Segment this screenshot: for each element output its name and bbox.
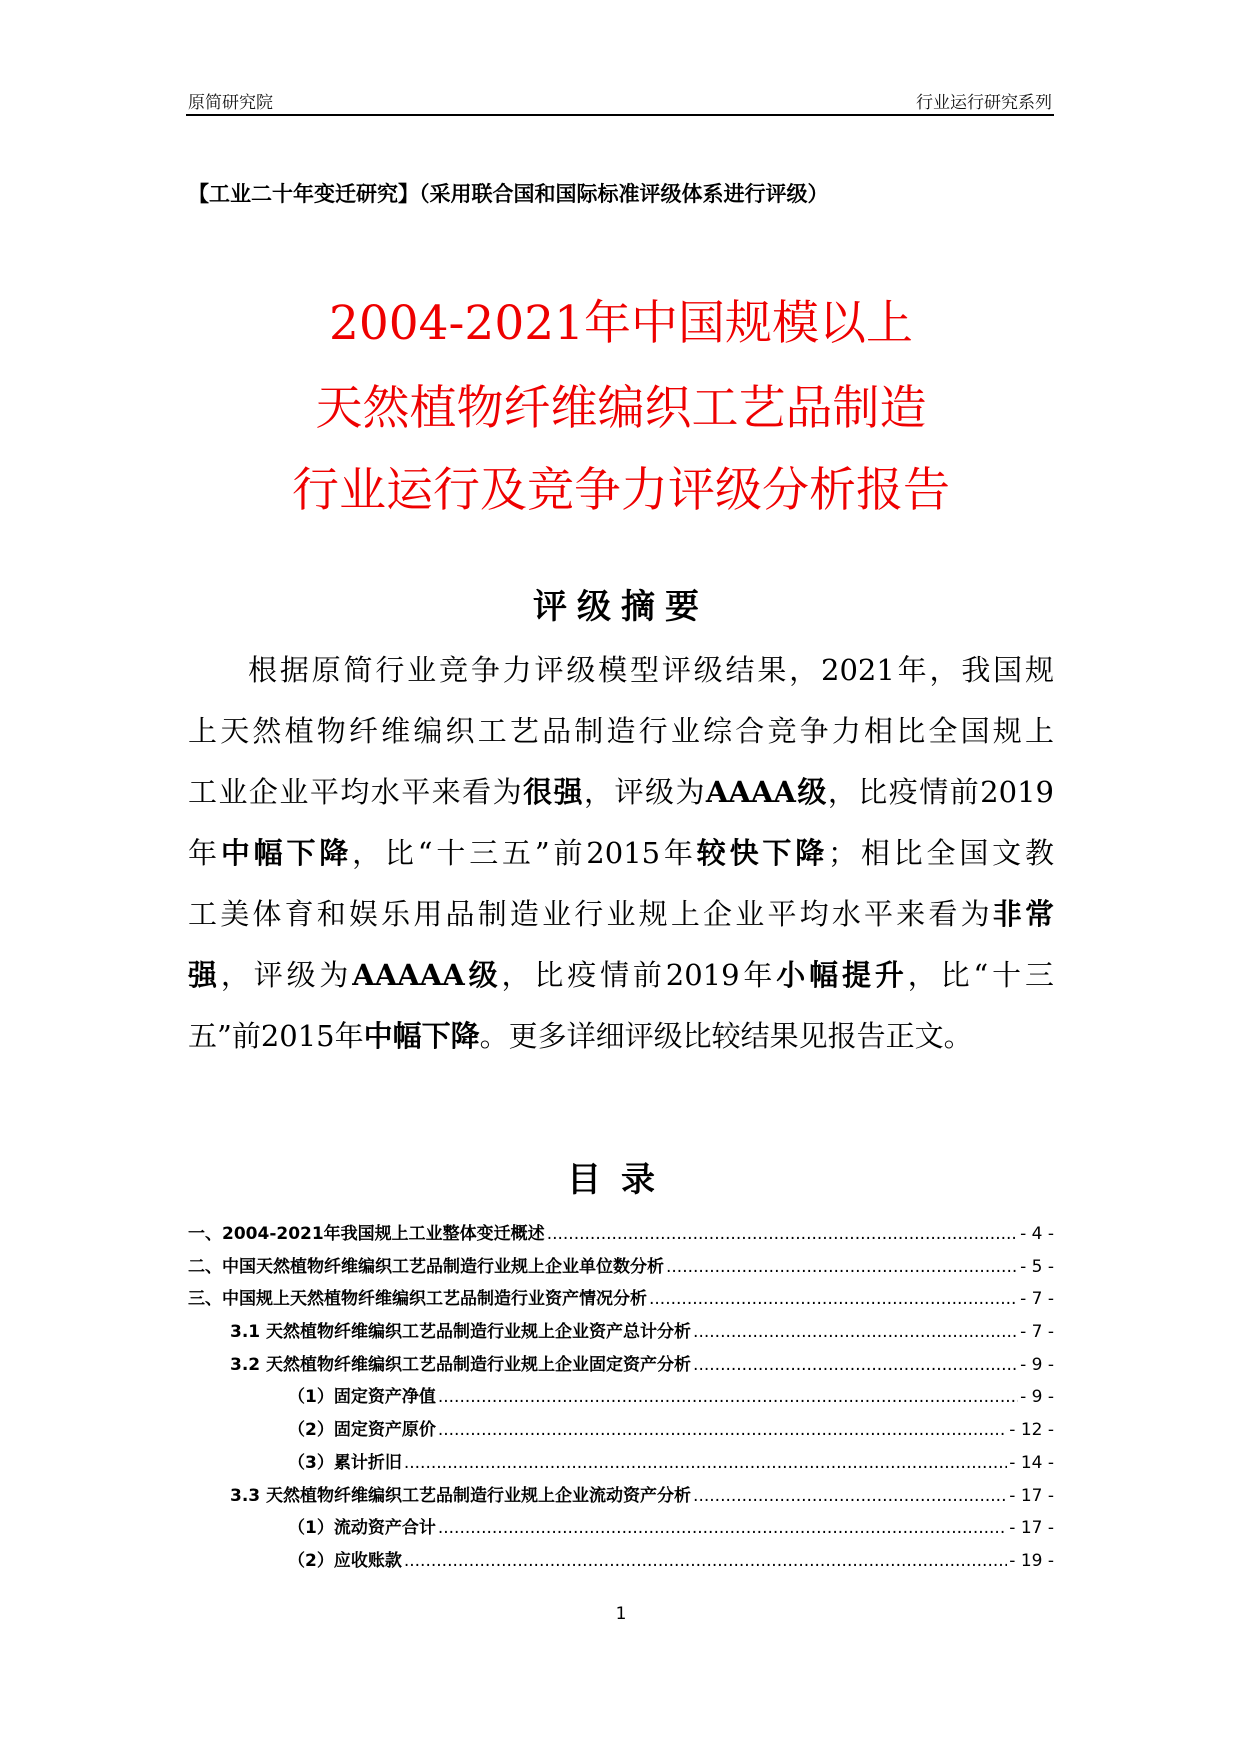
abstract-line (188, 762, 1054, 823)
abstract-line (188, 1006, 1054, 1067)
abstract-emphasis: 较快下降 (696, 836, 829, 870)
abstract-text: ，评级为 (220, 958, 353, 992)
abstract-emphasis: 强 (188, 958, 221, 992)
toc-entry-page: - 4 - (1020, 1224, 1054, 1244)
abstract-emphasis: 中幅下降 (363, 1019, 480, 1053)
toc-leader-dots (404, 1551, 1007, 1571)
toc-entry[interactable] (188, 1252, 1054, 1285)
abstract-line (188, 701, 1054, 762)
abstract-text: ；相比全国文教 (828, 836, 1054, 870)
report-title-line-2: 天然植物纤维编织工艺品制造 (315, 381, 927, 436)
abstract-emphasis: 非常 (992, 897, 1054, 931)
toc-entry-page: - 12 - (1009, 1420, 1054, 1441)
abstract-text: ，评级为 (584, 775, 706, 809)
toc-entry-page: - 9 - (1020, 1387, 1054, 1408)
toc-entry-page: - 17 - (1009, 1518, 1054, 1539)
toc-entry-page: - 9 - (1020, 1354, 1054, 1375)
abstract-line (188, 640, 1054, 701)
abstract-text: ，比“十三 (907, 958, 1054, 992)
toc-entry-label: 三、中国规上天然植物纤维编织工艺品制造行业资产情况分析 (188, 1289, 647, 1310)
abstract-emphasis: 很强 (523, 775, 585, 809)
toc-entry-page: - 7 - (1020, 1322, 1054, 1343)
toc-leader-dots (438, 1387, 1018, 1407)
report-title-line-1: 2004-2021年中国规模以上 (328, 296, 914, 351)
abstract-text: 五”前2015年 (188, 1019, 364, 1053)
toc-entry-page: - 17 - (1009, 1485, 1054, 1506)
toc-entry[interactable] (188, 1481, 1054, 1514)
toc-entry[interactable] (188, 1350, 1054, 1383)
abstract-emphasis: 小幅提升 (776, 958, 908, 992)
toc-entry-page: - 7 - (1020, 1289, 1054, 1310)
toc-entry-label: 一、2004-2021年我国规上工业整体变迁概述 (188, 1224, 545, 1244)
toc-entry-label: 二、中国天然植物纤维编织工艺品制造行业规上企业单位数分析 (188, 1256, 664, 1277)
header-org: 原简研究院 (188, 93, 273, 113)
abstract-text: 根据原简行业竞争力评级模型评级结果，2021年，我国规 (248, 653, 1054, 687)
abstract-text: ，比疫情前2019年 (501, 958, 777, 992)
abstract-line (188, 945, 1054, 1006)
toc-entry-page: - 14 - (1009, 1452, 1054, 1473)
toc-entry-label: 3.1 天然植物纤维编织工艺品制造行业规上企业资产总计分析 (230, 1322, 692, 1343)
abstract-text: 年 (188, 836, 221, 870)
toc-entry-page: - 5 - (1020, 1256, 1054, 1277)
toc-entry[interactable] (188, 1284, 1054, 1317)
toc-entry[interactable] (188, 1317, 1054, 1350)
abstract-emphasis: AAAAA级 (352, 958, 502, 992)
toc-entry[interactable] (188, 1382, 1054, 1415)
abstract-heading: 评级摘要 (533, 587, 709, 627)
toc-entry[interactable] (188, 1415, 1054, 1448)
header-series: 行业运行研究系列 (916, 93, 1052, 113)
toc-entry[interactable] (188, 1513, 1054, 1546)
toc-entry-label: 3.2 天然植物纤维编织工艺品制造行业规上企业固定资产分析 (230, 1354, 692, 1375)
toc-leader-dots (404, 1453, 1007, 1473)
toc-entry-label: （1）固定资产净值 (288, 1387, 436, 1408)
abstract-body (188, 640, 1054, 1067)
toc-entry-label: （2）固定资产原价 (288, 1420, 436, 1441)
abstract-emphasis: AAAA级 (705, 775, 828, 809)
abstract-text: 工美体育和娱乐用品制造业行业规上企业平均水平来看为 (188, 897, 993, 931)
toc-entry[interactable] (188, 1219, 1054, 1252)
abstract-line (188, 823, 1054, 884)
table-of-contents (188, 1219, 1054, 1579)
toc-entry[interactable] (188, 1546, 1054, 1579)
toc-leader-dots (547, 1224, 1018, 1244)
abstract-emphasis: 中幅下降 (220, 836, 353, 870)
toc-entry-label: （1）流动资产合计 (288, 1518, 436, 1539)
toc-leader-dots (438, 1420, 1007, 1440)
page-number: 1 (615, 1604, 627, 1624)
toc-entry-label: 3.3 天然植物纤维编织工艺品制造行业规上企业流动资产分析 (230, 1485, 692, 1506)
abstract-text: 。更多详细评级比较结果见报告正文。 (479, 1019, 973, 1053)
toc-leader-dots (649, 1289, 1018, 1309)
abstract-text: ，比疫情前2019 (827, 775, 1054, 809)
toc-entry[interactable] (188, 1448, 1054, 1481)
toc-leader-dots (666, 1257, 1018, 1277)
toc-heading: 目录 (567, 1160, 675, 1200)
toc-leader-dots (438, 1518, 1007, 1538)
abstract-text: 上天然植物纤维编织工艺品制造行业综合竞争力相比全国规上 (188, 714, 1054, 748)
toc-leader-dots (693, 1355, 1018, 1375)
toc-entry-page: - 19 - (1009, 1550, 1054, 1571)
toc-entry-label: （2）应收账款 (288, 1550, 402, 1571)
toc-leader-dots (693, 1486, 1007, 1506)
abstract-line (188, 884, 1054, 945)
abstract-text: ，比“十三五”前2015年 (352, 836, 697, 870)
series-line: 【工业二十年变迁研究】（采用联合国和国际标准评级体系进行评级） (188, 182, 829, 206)
toc-entry-label: （3）累计折旧 (288, 1452, 402, 1473)
report-title-line-3: 行业运行及竞争力评级分析报告 (292, 463, 950, 518)
toc-leader-dots (693, 1322, 1018, 1342)
header-rule (186, 114, 1054, 116)
abstract-text: 工业企业平均水平来看为 (188, 775, 524, 809)
